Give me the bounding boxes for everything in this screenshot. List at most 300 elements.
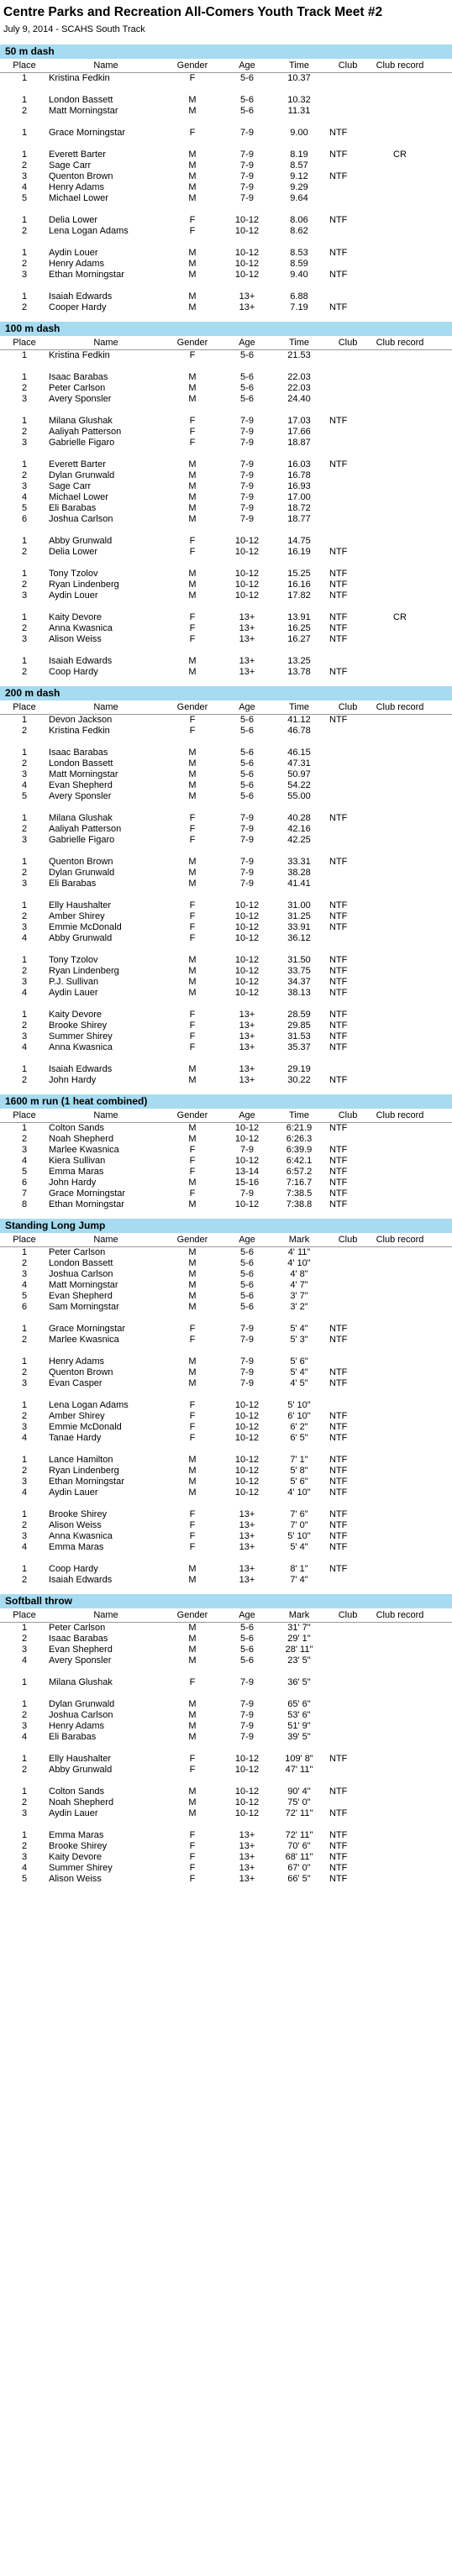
club-cell xyxy=(326,1280,366,1291)
table-row xyxy=(0,73,452,84)
club-cell xyxy=(326,758,366,769)
place-cell: 3 xyxy=(21,922,28,932)
column-header: Name xyxy=(93,702,118,712)
club-cell: NTF xyxy=(329,966,348,976)
gender-cell: M xyxy=(188,1808,197,1818)
mark-cell: 38.13 xyxy=(287,988,311,998)
column-header: Time xyxy=(288,702,310,712)
club-cell: NTF xyxy=(329,1455,348,1465)
record-cell xyxy=(366,1699,434,1710)
age-cell: 7-9 xyxy=(240,438,254,448)
name-cell: Quenton Brown xyxy=(49,1367,113,1377)
column-header: Club xyxy=(338,1235,358,1245)
place-cell: 4 xyxy=(21,492,28,502)
record-cell xyxy=(366,656,434,667)
club-cell: NTF xyxy=(329,900,348,910)
gender-cell: M xyxy=(188,1269,197,1279)
gender-cell: M xyxy=(188,955,197,965)
name-cell: Michael Lower xyxy=(49,193,108,203)
place-cell: 6 xyxy=(21,514,28,524)
name-cell: Milana Glushak xyxy=(49,416,113,426)
place-cell: 2 xyxy=(21,966,28,976)
table-row xyxy=(0,922,452,933)
age-cell: 10-12 xyxy=(234,988,260,998)
table-row xyxy=(0,128,452,139)
age-cell: 10-12 xyxy=(234,1487,260,1498)
group-spacer xyxy=(0,1743,452,1754)
place-cell: 4 xyxy=(21,933,28,943)
record-cell xyxy=(366,470,434,481)
column-header: Name xyxy=(93,1610,118,1620)
record-cell xyxy=(366,1645,434,1655)
gender-cell: M xyxy=(188,1487,197,1498)
club-cell: NTF xyxy=(329,1378,348,1388)
gender-cell: F xyxy=(189,835,196,845)
record-cell xyxy=(366,580,434,590)
club-cell: NTF xyxy=(329,1042,348,1052)
column-header: Mark xyxy=(288,1235,310,1245)
record-cell xyxy=(366,922,434,933)
place-cell: 3 xyxy=(21,1531,28,1541)
gender-cell: F xyxy=(189,1863,196,1873)
age-cell: 13+ xyxy=(239,1830,255,1840)
place-cell: 2 xyxy=(21,1258,28,1268)
record-cell: CR xyxy=(393,612,407,622)
table-row xyxy=(0,1786,452,1797)
place-cell: 1 xyxy=(21,1699,28,1709)
name-cell: Tony Tzolov xyxy=(49,569,98,579)
group-spacer xyxy=(0,1776,452,1786)
table-row xyxy=(0,569,452,580)
place-cell: 2 xyxy=(21,1710,28,1720)
record-cell xyxy=(366,503,434,514)
gender-cell: F xyxy=(189,1542,196,1552)
gender-cell: F xyxy=(189,427,196,437)
place-cell: 2 xyxy=(21,106,28,116)
mark-cell: 7' 6" xyxy=(290,1509,308,1519)
name-cell: Noah Shepherd xyxy=(49,1134,114,1144)
name-cell: Peter Carlson xyxy=(49,1247,106,1257)
table-row xyxy=(0,182,452,193)
place-cell: 2 xyxy=(21,1020,28,1031)
table-row xyxy=(0,988,452,999)
group-spacer xyxy=(0,1444,452,1455)
name-cell: Henry Adams xyxy=(49,259,105,269)
table-row xyxy=(0,1188,452,1199)
name-cell: Joshua Carlson xyxy=(49,514,113,524)
age-cell: 10-12 xyxy=(234,977,260,987)
record-cell xyxy=(366,1487,434,1498)
column-header: Gender xyxy=(176,1110,208,1120)
record-cell xyxy=(366,95,434,106)
name-cell: Noah Shepherd xyxy=(49,1797,114,1807)
place-cell: 1 xyxy=(21,372,28,382)
mark-cell: 31.53 xyxy=(287,1031,311,1041)
age-cell: 5-6 xyxy=(240,1623,254,1633)
club-cell xyxy=(326,726,366,737)
mark-cell: 8.53 xyxy=(290,248,308,258)
club-cell: NTF xyxy=(329,1156,348,1166)
club-cell: NTF xyxy=(329,1808,348,1818)
club-cell: NTF xyxy=(329,128,348,138)
club-cell: NTF xyxy=(329,667,348,677)
mark-cell: 53' 6" xyxy=(287,1710,311,1720)
gender-cell: F xyxy=(189,1433,196,1443)
record-cell xyxy=(366,1786,434,1797)
mark-cell: 50.97 xyxy=(287,769,311,779)
name-cell: John Hardy xyxy=(49,1178,97,1188)
age-cell: 7-9 xyxy=(240,160,254,171)
club-cell: NTF xyxy=(329,955,348,965)
gender-cell: F xyxy=(189,612,196,622)
table-row xyxy=(0,215,452,226)
mark-cell: 4' 10" xyxy=(287,1487,311,1498)
record-cell xyxy=(366,383,434,394)
record-cell xyxy=(366,259,434,270)
event-section xyxy=(0,45,452,313)
mark-cell: 8.19 xyxy=(290,150,308,160)
record-cell xyxy=(366,835,434,846)
record-cell xyxy=(366,1134,434,1145)
table-row xyxy=(0,1367,452,1378)
column-header: Time xyxy=(288,1110,310,1120)
name-cell: Coop Hardy xyxy=(49,667,98,677)
record-cell xyxy=(366,350,434,361)
mark-cell: 16.93 xyxy=(287,481,311,491)
place-cell: 4 xyxy=(21,182,28,192)
place-cell: 2 xyxy=(21,580,28,590)
name-cell: Aydin Louer xyxy=(49,248,98,258)
name-cell: Cooper Hardy xyxy=(49,302,107,312)
gender-cell: F xyxy=(189,922,196,932)
column-header: Place xyxy=(13,1235,36,1245)
place-cell: 2 xyxy=(21,868,28,878)
gender-cell: F xyxy=(189,1156,196,1166)
age-cell: 13+ xyxy=(239,623,255,633)
name-cell: Amber Shirey xyxy=(49,1411,105,1421)
mark-cell: 5' 4" xyxy=(290,1542,308,1552)
table-row xyxy=(0,1156,452,1167)
mark-cell: 3' 7" xyxy=(290,1291,308,1301)
record-cell xyxy=(366,824,434,835)
table-header xyxy=(0,59,452,73)
mark-cell: 72' 11" xyxy=(285,1830,313,1840)
group-spacer xyxy=(0,889,452,900)
record-cell xyxy=(366,1520,434,1531)
gender-cell: M xyxy=(188,171,197,181)
age-cell: 7-9 xyxy=(240,128,254,138)
mark-cell: 4' 10" xyxy=(287,1258,311,1268)
club-cell: NTF xyxy=(329,1075,348,1085)
record-cell xyxy=(366,988,434,999)
age-cell: 13+ xyxy=(239,1863,255,1873)
age-cell: 5-6 xyxy=(240,1280,254,1290)
gender-cell: M xyxy=(188,291,197,302)
name-cell: Kaity Devore xyxy=(49,1852,102,1862)
record-cell xyxy=(366,590,434,601)
record-cell xyxy=(366,933,434,944)
table-row xyxy=(0,1324,452,1335)
mark-cell: 75' 0" xyxy=(287,1797,311,1807)
mark-cell: 8.62 xyxy=(290,226,308,236)
group-spacer xyxy=(0,1553,452,1564)
record-cell xyxy=(366,569,434,580)
gender-cell: F xyxy=(189,1531,196,1541)
gender-cell: M xyxy=(188,383,197,393)
club-cell xyxy=(326,182,366,193)
group-spacer xyxy=(0,525,452,536)
mark-cell: 42.16 xyxy=(287,824,311,834)
age-cell: 13+ xyxy=(239,302,255,312)
club-cell: NTF xyxy=(329,1754,348,1764)
table-row xyxy=(0,1123,452,1134)
mark-cell: 5' 10" xyxy=(287,1531,311,1541)
table-row xyxy=(0,955,452,966)
club-cell: NTF xyxy=(329,580,348,590)
place-cell: 4 xyxy=(21,1732,28,1742)
club-cell xyxy=(326,372,366,383)
name-cell: Devon Jackson xyxy=(49,715,113,725)
place-cell: 5 xyxy=(21,791,28,801)
group-spacer xyxy=(0,449,452,459)
club-cell xyxy=(326,1291,366,1302)
mark-cell: 6:26.3 xyxy=(286,1134,313,1144)
gender-cell: M xyxy=(188,1378,197,1388)
place-cell: 4 xyxy=(21,780,28,790)
place-cell: 1 xyxy=(21,416,28,426)
place-cell: 3 xyxy=(21,977,28,987)
table-header xyxy=(0,1233,452,1247)
group-spacer xyxy=(0,1666,452,1677)
gender-cell: M xyxy=(188,1634,197,1644)
gender-cell: F xyxy=(189,1010,196,1020)
table-row xyxy=(0,900,452,911)
name-cell: Henry Adams xyxy=(49,1356,105,1367)
mark-cell: 31.50 xyxy=(287,955,311,965)
mark-cell: 35.37 xyxy=(287,1042,311,1052)
age-cell: 13-14 xyxy=(234,1167,260,1177)
column-header: Club record xyxy=(376,702,424,712)
place-cell: 2 xyxy=(21,1765,28,1775)
column-header: Age xyxy=(239,1610,255,1620)
mark-cell: 5' 8" xyxy=(290,1466,308,1476)
table-header xyxy=(0,1608,452,1623)
name-cell: Abby Grunwald xyxy=(49,536,113,546)
mark-cell: 33.31 xyxy=(287,857,311,867)
gender-cell: M xyxy=(188,1645,197,1655)
mark-cell: 22.03 xyxy=(287,383,311,393)
table-header xyxy=(0,336,452,350)
club-cell xyxy=(326,1677,366,1688)
club-cell xyxy=(326,656,366,667)
table-row xyxy=(0,879,452,889)
age-cell: 13+ xyxy=(239,1064,255,1074)
age-cell: 13+ xyxy=(239,1531,255,1541)
age-cell: 5-6 xyxy=(240,1269,254,1279)
table-row xyxy=(0,1487,452,1498)
gender-cell: M xyxy=(188,656,197,666)
club-cell xyxy=(326,350,366,361)
column-header: Club xyxy=(338,60,358,71)
gender-cell: M xyxy=(188,1721,197,1731)
gender-cell: M xyxy=(188,150,197,160)
gender-cell: F xyxy=(189,1509,196,1519)
club-cell: NTF xyxy=(329,1335,348,1345)
mark-cell: 46.15 xyxy=(287,748,311,758)
mark-cell: 17.82 xyxy=(287,590,311,601)
event-section xyxy=(0,322,452,678)
table-row xyxy=(0,291,452,302)
mark-cell: 4' 5" xyxy=(290,1378,308,1388)
group-spacer xyxy=(0,601,452,612)
gender-cell: M xyxy=(188,514,197,524)
club-cell xyxy=(326,438,366,449)
place-cell: 2 xyxy=(21,427,28,437)
age-cell: 5-6 xyxy=(240,73,254,83)
table-row xyxy=(0,667,452,678)
record-cell xyxy=(366,1710,434,1721)
table-row xyxy=(0,780,452,791)
name-cell: Aaliyah Patterson xyxy=(49,427,122,437)
place-cell: 2 xyxy=(21,667,28,677)
gender-cell: M xyxy=(188,503,197,513)
table-row xyxy=(0,715,452,726)
mark-cell: 6:42.1 xyxy=(286,1156,313,1166)
place-cell: 6 xyxy=(21,1178,28,1188)
table-row xyxy=(0,106,452,117)
age-cell: 10-12 xyxy=(234,1411,260,1421)
mark-cell: 3' 2" xyxy=(290,1302,308,1312)
group-spacer xyxy=(0,846,452,857)
place-cell: 2 xyxy=(21,302,28,312)
record-cell xyxy=(366,481,434,492)
age-cell: 7-9 xyxy=(240,857,254,867)
age-cell: 7-9 xyxy=(240,1378,254,1388)
name-cell: Gabrielle Figaro xyxy=(49,835,115,845)
table-row xyxy=(0,868,452,879)
age-cell: 7-9 xyxy=(240,1324,254,1334)
gender-cell: M xyxy=(188,1477,197,1487)
name-cell: Everett Barter xyxy=(49,459,106,470)
name-cell: Quenton Brown xyxy=(49,171,113,181)
club-cell xyxy=(326,259,366,270)
name-cell: London Bassett xyxy=(49,758,113,769)
place-cell: 4 xyxy=(21,1280,28,1290)
record-cell xyxy=(366,1422,434,1433)
club-cell: NTF xyxy=(329,1477,348,1487)
place-cell: 1 xyxy=(21,1509,28,1519)
record-cell xyxy=(366,1042,434,1053)
name-cell: Joshua Carlson xyxy=(49,1710,113,1720)
club-cell xyxy=(326,1634,366,1645)
age-cell: 7-9 xyxy=(240,868,254,878)
age-cell: 10-12 xyxy=(234,966,260,976)
club-cell xyxy=(326,503,366,514)
column-header: Place xyxy=(13,702,36,712)
mark-cell: 6' 10" xyxy=(287,1411,311,1421)
age-cell: 10-12 xyxy=(234,911,260,921)
table-row xyxy=(0,758,452,769)
gender-cell: M xyxy=(188,1291,197,1301)
table-row xyxy=(0,350,452,361)
name-cell: Dylan Grunwald xyxy=(49,470,115,480)
place-cell: 1 xyxy=(21,1623,28,1633)
group-spacer xyxy=(0,1688,452,1699)
place-cell: 2 xyxy=(21,1134,28,1144)
name-cell: Milana Glushak xyxy=(49,1677,113,1687)
table-row xyxy=(0,438,452,449)
record-cell xyxy=(366,1020,434,1031)
record-cell xyxy=(366,868,434,879)
age-cell: 10-12 xyxy=(234,1808,260,1818)
group-spacer xyxy=(0,1053,452,1064)
place-cell: 3 xyxy=(21,1721,28,1731)
gender-cell: F xyxy=(189,215,196,225)
name-cell: Anna Kwasnica xyxy=(49,1042,113,1052)
club-cell: NTF xyxy=(329,1466,348,1476)
place-cell: 1 xyxy=(21,1010,28,1020)
table-row xyxy=(0,1258,452,1269)
record-cell xyxy=(366,1634,434,1645)
age-cell: 13+ xyxy=(239,1575,255,1585)
table-row xyxy=(0,1466,452,1477)
mark-cell: 6.88 xyxy=(290,291,308,302)
table-row xyxy=(0,1655,452,1666)
mark-cell: 5' 6" xyxy=(290,1356,308,1367)
club-cell: NTF xyxy=(329,857,348,867)
name-cell: Dylan Grunwald xyxy=(49,1699,115,1709)
mark-cell: 42.25 xyxy=(287,835,311,845)
record-cell xyxy=(366,748,434,758)
age-cell: 10-12 xyxy=(234,1199,260,1209)
age-cell: 7-9 xyxy=(240,1732,254,1742)
table-header xyxy=(0,1109,452,1123)
mark-cell: 17.66 xyxy=(287,427,311,437)
name-cell: Isaiah Edwards xyxy=(49,1575,113,1585)
age-cell: 7-9 xyxy=(240,150,254,160)
record-cell xyxy=(366,715,434,726)
name-cell: Matt Morningstar xyxy=(49,769,118,779)
table-row xyxy=(0,1732,452,1743)
place-cell: 4 xyxy=(21,1655,28,1666)
record-cell xyxy=(366,813,434,824)
gender-cell: F xyxy=(189,1830,196,1840)
table-row xyxy=(0,1830,452,1841)
record-cell xyxy=(366,1378,434,1389)
age-cell: 7-9 xyxy=(240,1367,254,1377)
gender-cell: F xyxy=(189,128,196,138)
age-cell: 10-12 xyxy=(234,955,260,965)
record-cell xyxy=(366,1291,434,1302)
club-cell xyxy=(326,1269,366,1280)
mark-cell: 15.25 xyxy=(287,569,311,579)
page-subtitle: July 9, 2014 - SCAHS South Track xyxy=(3,24,145,34)
gender-cell: F xyxy=(189,1677,196,1687)
club-cell xyxy=(326,780,366,791)
gender-cell: M xyxy=(188,780,197,790)
club-cell: NTF xyxy=(329,1123,348,1133)
club-cell: NTF xyxy=(329,1841,348,1851)
table-row xyxy=(0,1291,452,1302)
mark-cell: 5' 3" xyxy=(290,1335,308,1345)
gender-cell: M xyxy=(188,1178,197,1188)
mark-cell: 47.31 xyxy=(287,758,311,769)
club-cell: NTF xyxy=(329,1411,348,1421)
name-cell: Coop Hardy xyxy=(49,1564,98,1574)
table-row xyxy=(0,580,452,590)
table-row xyxy=(0,1841,452,1852)
name-cell: Brooke Shirey xyxy=(49,1020,108,1031)
